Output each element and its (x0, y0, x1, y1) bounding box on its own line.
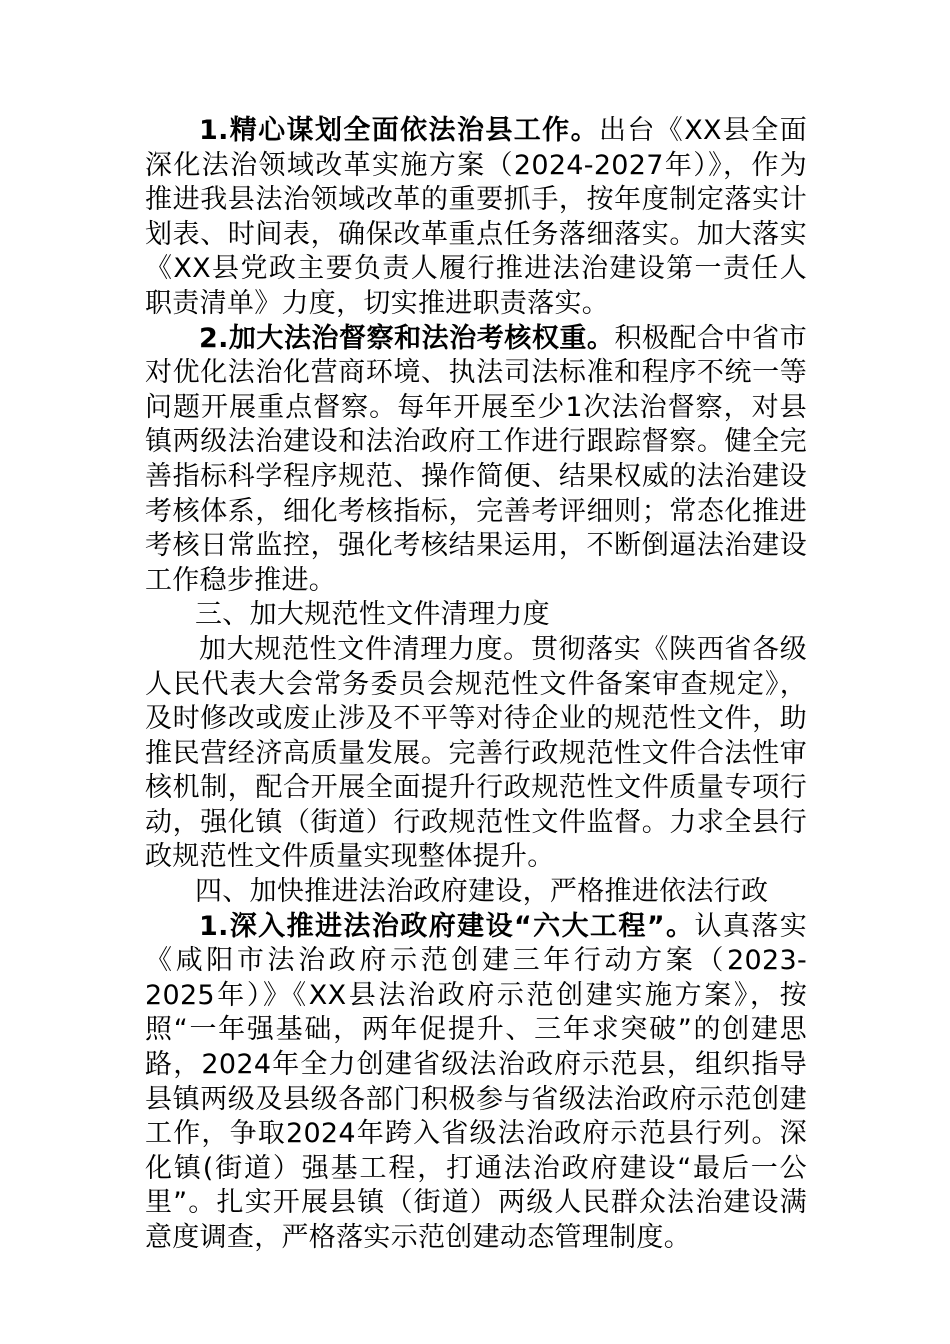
paragraph-4-body: 认真落实《咸阳市法治政府示范创建三年行动方案（2023-2025年）》《XX县法治政府示范创建实施方案》，按照“一年强基础，两年促提升、三年求突破”的创建思路，2024年全力创建省级法治政府示范县，组织指导县镇两级及县级各部门积极参与省级法治政府示范创建工作，争取2024年跨入省级法治政府示范县行列。深化镇(街道）强基工程，打通法治政府建设“最后一公里”。扎实开展县镇（街道）两级人民群众法治建设满意度调查，严格落实示范创建动态管理制度。 (145, 910, 808, 1253)
paragraph-1 (145, 114, 807, 322)
section-three-title: 三、加大规范性文件清理力度 (195, 599, 550, 631)
paragraph-1-heading: 1.精心谋划全面依法治县工作。 (199, 115, 599, 146)
paragraph-4 (145, 910, 807, 1256)
paragraph-2-heading: 2.加大法治督察和法治考核权重。 (199, 322, 615, 354)
section-four-title: 四、加快推进法治政府建设，严格推进依法行政 (195, 876, 769, 908)
document-page (145, 114, 807, 1256)
paragraph-1-body: 出台《XX县全面深化法治领域改革实施方案（2024-2027年）》，作为推进我县法治领域改革的重要抓手，按年度制定落实计划表、时间表，确保改革重点任务落细落实。加大落实《XX县党政主要负责人履行推进法治建设第一责任人职责清单》力度，切实推进职责落实。 (145, 115, 807, 319)
paragraph-2 (145, 322, 807, 599)
paragraph-3 (145, 633, 807, 875)
paragraph-2-body: 积极配合中省市对优化法治化营商环境、执法司法标准和程序不统一等问题开展重点督察。每年开展至少1次法治督察，对县镇两级法治建设和法治政府工作进行跟踪督察。健全完善指标科学程序规范、操作简便、结果权威的法治建设考核体系，细化考核指标，完善考评细则；常态化推进考核日常监控，强化考核结果运用，不断倒逼法治建设工作稳步推进。 (145, 322, 807, 596)
paragraph-3-body: 加大规范性文件清理力度。贯彻落实《陕西省各级人民代表大会常务委员会规范性文件备案审查规定》，及时修改或废止涉及不平等对待企业的规范性文件，助推民营经济高质量发展。完善行政规范性文件合法性审核机制，配合开展全面提升行政规范性文件质量专项行动，强化镇（街道）行政规范性文件监督。力求全县行政规范性文件质量实现整体提升。 (145, 633, 807, 873)
paragraph-4-heading: 1.深入推进法治政府建设“六大工程”。 (199, 910, 695, 942)
